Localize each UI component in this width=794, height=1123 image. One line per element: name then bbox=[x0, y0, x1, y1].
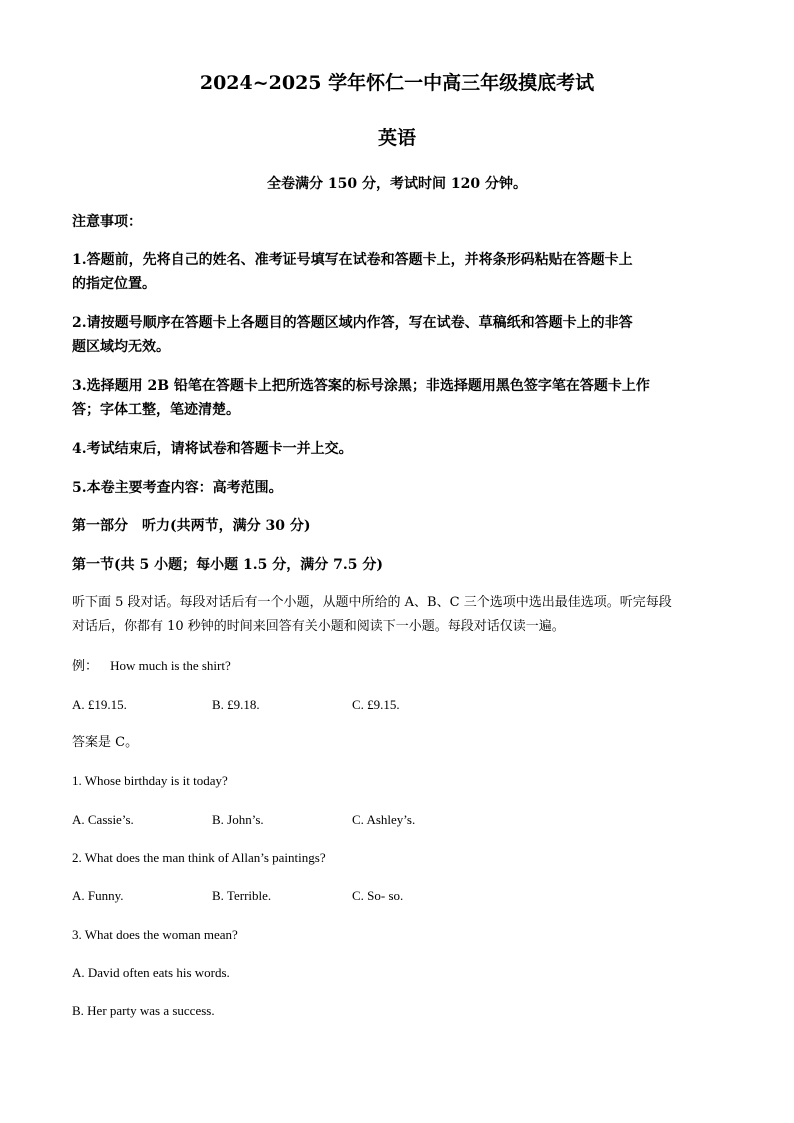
notes-heading: 注意事项： bbox=[72, 214, 142, 230]
question-2-stem: 2. What does the man think of Allan’s paintings? bbox=[72, 850, 326, 865]
question-1-option-c: C. Ashley’s. bbox=[352, 812, 416, 827]
question-3-option-b: B. Her party was a success. bbox=[72, 1003, 215, 1018]
question-1-option-b: B. John’s. bbox=[212, 812, 264, 827]
question-2-option-c: C. So- so. bbox=[352, 888, 404, 903]
example-prefix: 例： bbox=[72, 659, 99, 674]
question-2-option-b: B. Terrible. bbox=[212, 888, 272, 903]
subject-title: 英语 bbox=[377, 127, 416, 149]
example-option-b: B. £9.18. bbox=[212, 697, 260, 712]
note-2-line-2: 题区域均无效。 bbox=[72, 339, 170, 355]
example-option-c: C. £9.15. bbox=[352, 697, 400, 712]
score-note: 全卷满分 150 分，考试时间 120 分钟。 bbox=[267, 176, 527, 192]
example-option-a: A. £19.15. bbox=[72, 697, 127, 712]
instructions-line-1: 听下面 5 段对话。每段对话后有一个小题，从题中所给的 A、B、C 三个选项中选出最佳选项。听完每段 bbox=[72, 595, 672, 610]
question-3-stem: 3. What does the woman mean? bbox=[72, 927, 238, 942]
note-1-line-1: 1.答题前，先将自己的姓名、准考证号填写在试卷和答题卡上，并将条形码粘贴在答题卡上 bbox=[72, 252, 633, 268]
question-3-option-a: A. David often eats his words. bbox=[72, 965, 230, 980]
note-2-line-1: 2.请按题号顺序在答题卡上各题目的答题区域内作答，写在试卷、草稿纸和答题卡上的非答 bbox=[72, 315, 633, 331]
question-1-option-a: A. Cassie’s. bbox=[72, 812, 134, 827]
note-5: 5.本卷主要考查内容：高考范围。 bbox=[72, 480, 283, 496]
part1-heading: 第一部分 听力(共两节，满分 30 分) bbox=[72, 518, 311, 534]
example-row bbox=[72, 656, 722, 677]
exam-title: 2024~2025 学年怀仁一中高三年级摸底考试 bbox=[199, 72, 595, 94]
instructions-line-2: 对话后，你都有 10 秒钟的时间来回答有关小题和阅读下一小题。每段对话仅读一遍。 bbox=[72, 619, 565, 634]
note-1-line-2: 的指定位置。 bbox=[72, 276, 156, 292]
note-3-line-1: 3.选择题用 2B 铅笔在答题卡上把所选答案的标号涂黑；非选择题用黑色签字笔在答题卡上作 bbox=[72, 378, 650, 394]
question-1-stem: 1. Whose birthday is it today? bbox=[72, 773, 228, 788]
section1-heading: 第一节(共 5 小题；每小题 1.5 分，满分 7.5 分) bbox=[72, 557, 383, 573]
note-3-line-2: 答；字体工整，笔迹清楚。 bbox=[72, 402, 240, 418]
example-answer: 答案是 C。 bbox=[72, 735, 139, 750]
question-2-option-a: A. Funny. bbox=[72, 888, 124, 903]
note-4: 4.考试结束后，请将试卷和答题卡一并上交。 bbox=[72, 441, 353, 457]
example-question: How much is the shirt? bbox=[110, 658, 231, 673]
